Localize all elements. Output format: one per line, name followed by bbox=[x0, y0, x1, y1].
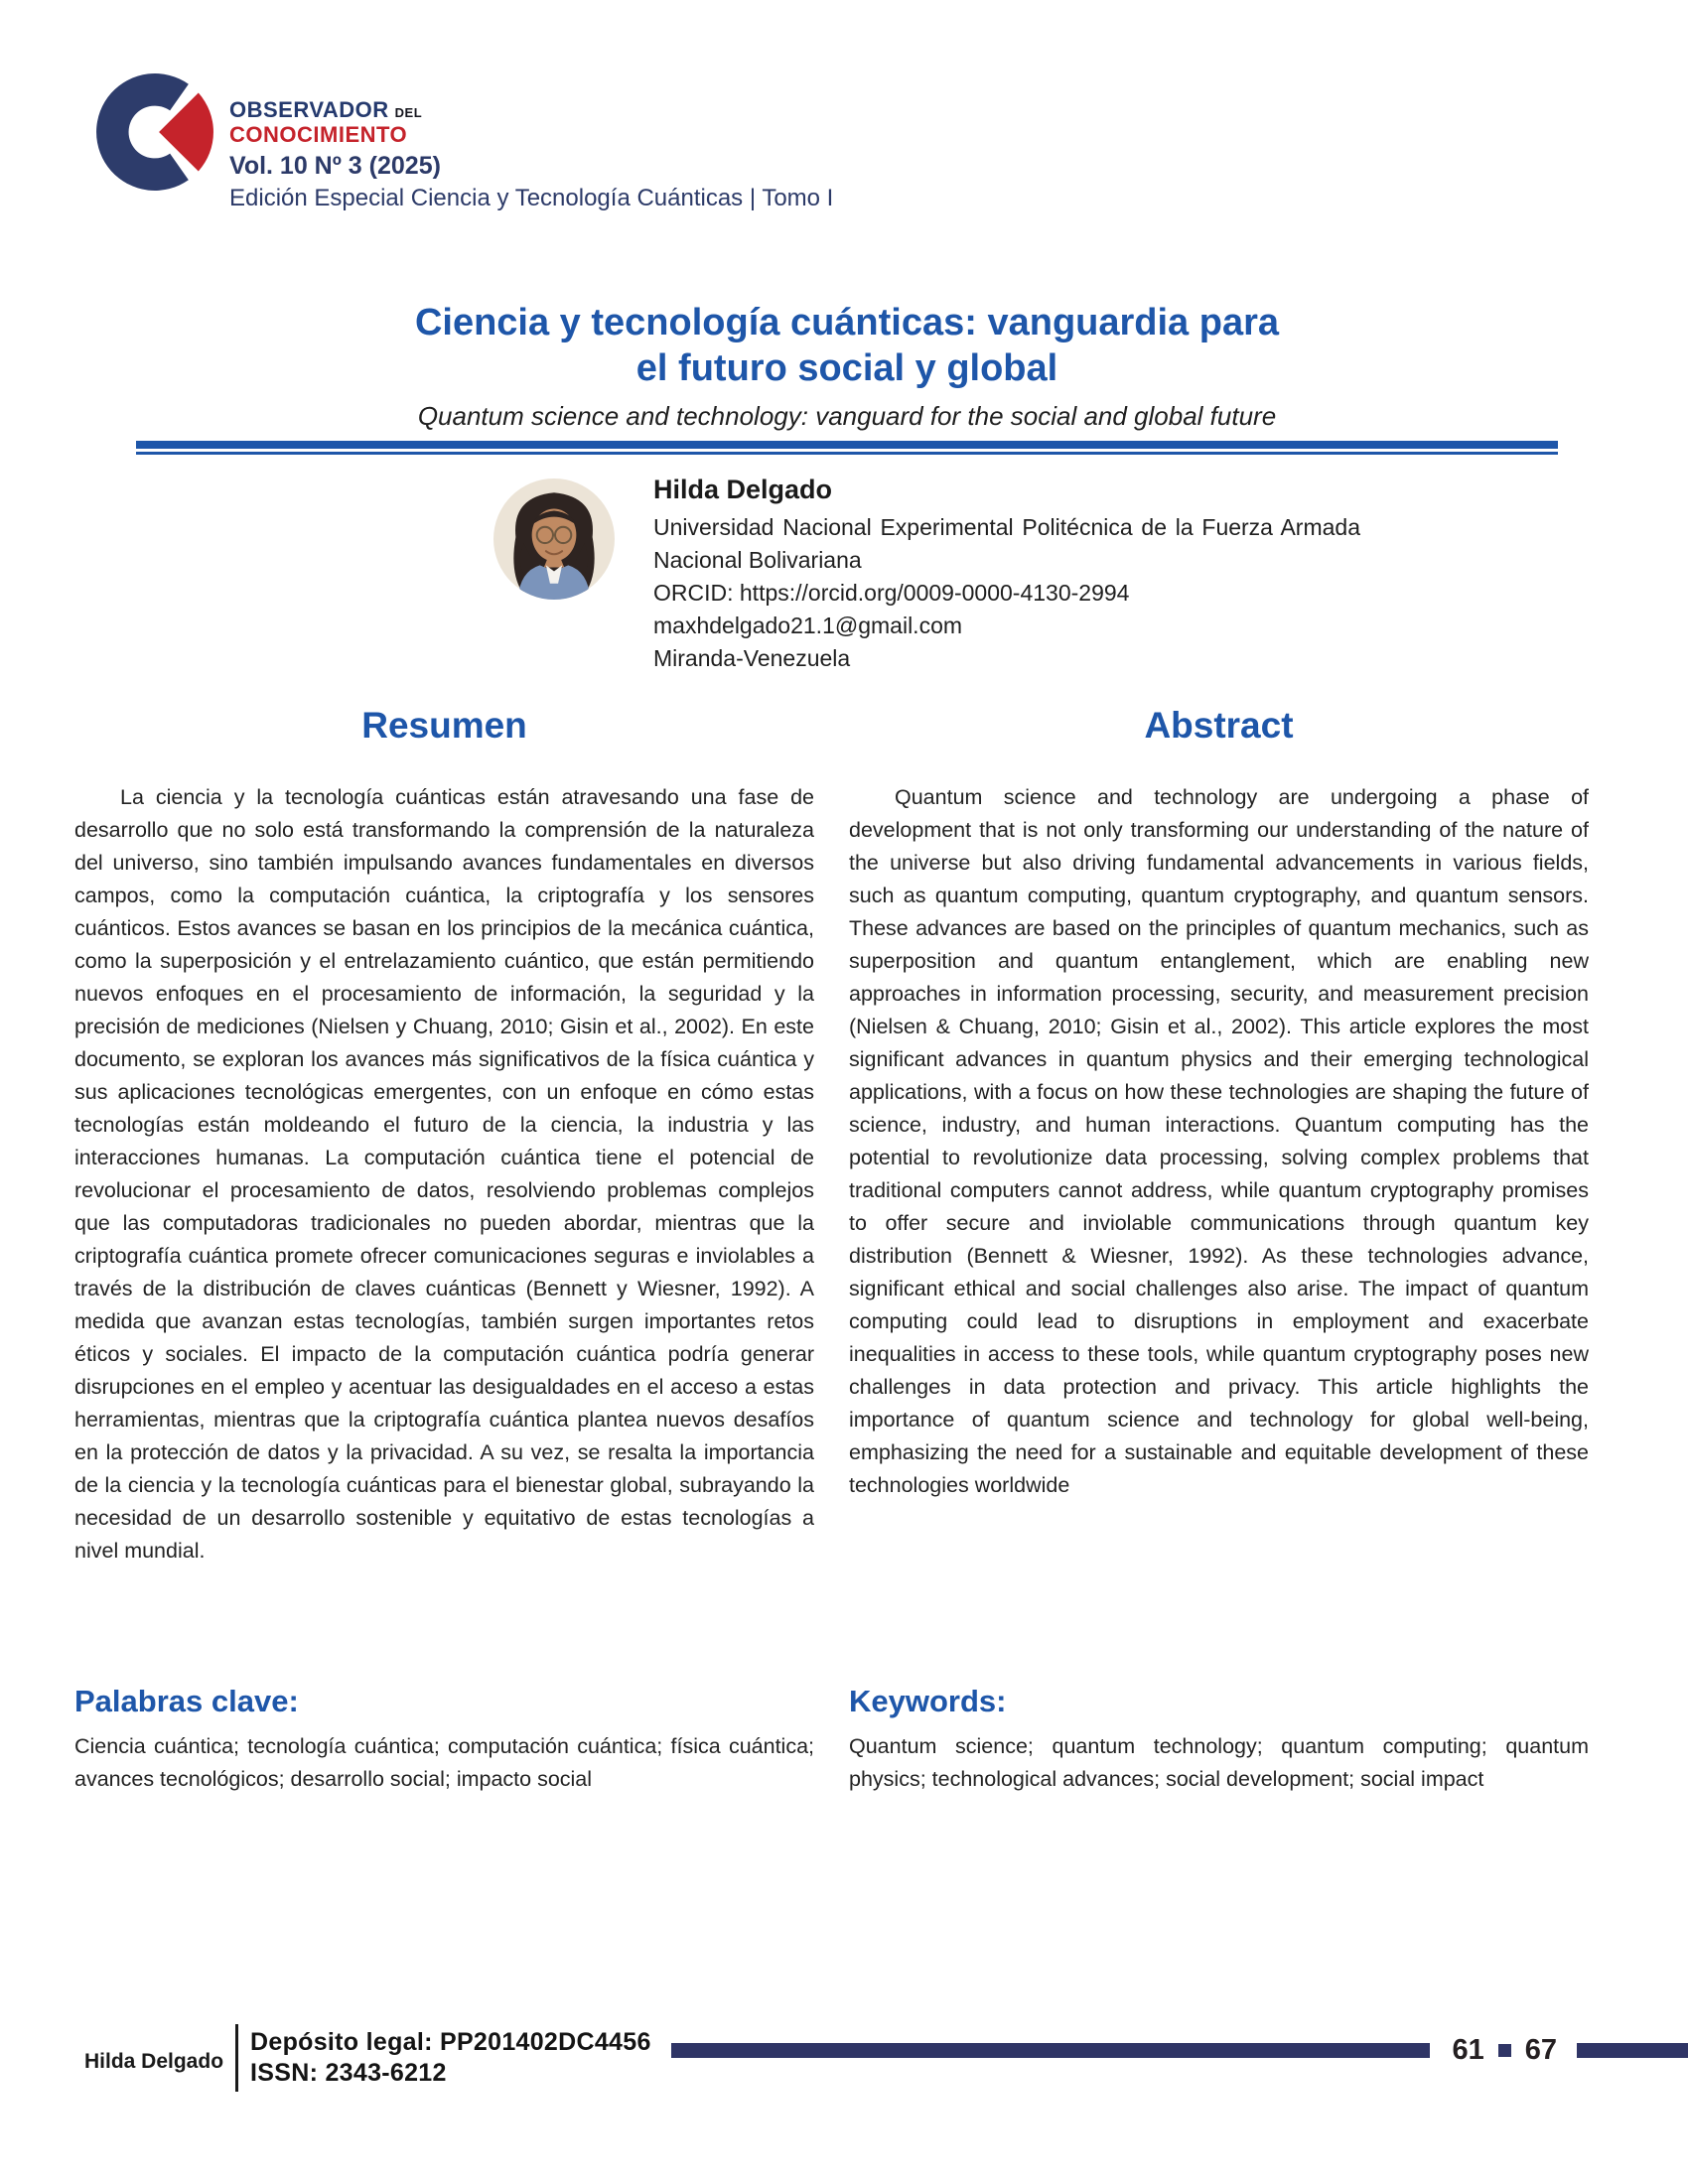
footer-bar-right bbox=[1577, 2043, 1688, 2058]
footer-deposito: Depósito legal: PP201402DC4456 bbox=[250, 2028, 651, 2056]
article-title-line2: el futuro social y global bbox=[635, 347, 1058, 389]
abstract-body: Quantum science and technology are undergoing a phase of development that is not only transforming our understanding of the nature of the universe but also driving fundamental advancements in various fields, such as quantum computing, quantum cryptography, and quantum sensors. These advances are based on the principles of quantum mechanics, such as superposition and quantum entanglement, which are enabling new approaches in information processing, security, and measurement precision (Nielsen & Chuang, 2010; Gisin et al., 2002). This article explores the most significant advances in quantum physics and their emerging technological applications, with a focus on how these technologies are shaping the future of science, industry, and human interactions. Quantum computing has the potential to revolutionize data processing, solving complex problems that traditional computers cannot address, while quantum cryptography promises to offer secure and inviolable communications through quantum key distribution (Bennett & Wiesner, 1992). As these technologies advance, significant ethical and social challenges also arise. The impact of quantum computing could lead to disruptions in employment and exacerbate inequalities in access to these tools, while quantum cryptography poses new challenges in data protection and privacy. This article highlights the importance of quantum science and technology for global well-being, emphasizing the need for a sustainable and equitable development of these technologies worldwide bbox=[849, 785, 1589, 1497]
journal-volume: Vol. 10 Nº 3 (2025) bbox=[229, 152, 441, 180]
abstract-section bbox=[849, 707, 1589, 1502]
author-block bbox=[653, 475, 1360, 675]
keywords-body: Quantum science; quantum technology; quantum computing; quantum physics; technological advances; social development; social impact bbox=[849, 1734, 1589, 1791]
author-email: maxhdelgado21.1@gmail.com bbox=[653, 613, 963, 638]
author-affiliation: Universidad Nacional Experimental Politécnica de la Fuerza Armada Nacional Bolivariana bbox=[653, 514, 1360, 573]
author-name: Hilda Delgado bbox=[653, 475, 833, 504]
journal-logo-icon bbox=[94, 71, 215, 193]
resumen-section bbox=[74, 707, 814, 1568]
journal-name-line1 bbox=[229, 99, 833, 121]
footer-page-end: 67 bbox=[1524, 2033, 1557, 2066]
footer-page-start: 61 bbox=[1452, 2033, 1484, 2066]
palabras-clave-section bbox=[74, 1686, 814, 1796]
article-subtitle: Quantum science and technology: vanguard for the social and global future bbox=[417, 401, 1277, 431]
title-divider-rule bbox=[136, 441, 1558, 455]
article-title-line1: Ciencia y tecnología cuánticas: vanguardia para bbox=[414, 302, 1280, 343]
journal-name-suffix: DEL bbox=[394, 105, 423, 120]
footer-bar-left bbox=[671, 2043, 1431, 2058]
masthead bbox=[94, 71, 833, 210]
keywords-heading: Keywords: bbox=[849, 1684, 1007, 1718]
resumen-heading: Resumen bbox=[361, 705, 527, 746]
footer-author: Hilda Delgado bbox=[84, 2050, 224, 2073]
journal-name-line2: CONOCIMIENTO bbox=[229, 122, 408, 147]
palabras-clave-heading: Palabras clave: bbox=[74, 1684, 299, 1718]
footer-issn: ISSN: 2343-6212 bbox=[250, 2059, 447, 2087]
rule-thick bbox=[136, 441, 1558, 449]
footer-divider bbox=[235, 2024, 238, 2092]
author-location: Miranda-Venezuela bbox=[653, 645, 851, 671]
author-orcid: ORCID: https://orcid.org/0009-0000-4130-2994 bbox=[653, 580, 1130, 606]
resumen-body: La ciencia y la tecnología cuánticas están atravesando una fase de desarrollo que no solo está transformando la comprensión de la naturaleza del universo, sino también impulsando avances fundamentales en diversos campos, como la computación cuántica, la criptografía y los sensores cuánticos. Estos avances se basan en los principios de la mecánica cuántica, como la superposición y el entrelazamiento cuántico, que están permitiendo nuevos enfoques en el procesamiento de información, la seguridad y la precisión de mediciones (Nielsen y Chuang, 2010; Gisin et al., 2002). En este documento, se exploran los avances más significativos de la física cuántica y sus aplicaciones tecnológicas emergentes, con un enfoque en cómo estas tecnologías están moldeando el futuro de la ciencia, la industria y las interacciones humanas. La computación cuántica tiene el potencial de revolucionar el procesamiento de datos, resolviendo problemas complejos que las computadoras tradicionales no pueden abordar, mientras que la criptografía cuántica promete ofrecer comunicaciones seguras e inviolables a través de la distribución de claves cuánticas (Bennett y Wiesner, 1992). A medida que avanzan estas tecnologías, también surgen importantes retos éticos y sociales. El impacto de la computación cuántica podría generar disrupciones en el empleo y acentuar las desigualdades en el acceso a estas herramientas, mientras que la criptografía cuántica plantea nuevos desafíos en la protección de datos y la privacidad. A su vez, se resalta la importancia de la ciencia y la tecnología cuánticas para el bienestar global, subrayando la necesidad de un desarrollo sostenible y equitativo de estas tecnologías a nivel mundial. bbox=[74, 785, 814, 1563]
palabras-clave-body: Ciencia cuántica; tecnología cuántica; computación cuántica; física cuántica; avances tecnológicos; desarrollo social; impacto social bbox=[74, 1734, 814, 1791]
journal-name: OBSERVADOR bbox=[229, 97, 389, 122]
keywords-section bbox=[849, 1686, 1589, 1796]
footer-page-separator bbox=[1498, 2044, 1511, 2057]
journal-edition: Edición Especial Ciencia y Tecnología Cuánticas | Tomo I bbox=[229, 185, 834, 211]
page-footer bbox=[0, 2007, 1688, 2093]
rule-thin bbox=[136, 452, 1558, 455]
abstract-heading: Abstract bbox=[1144, 705, 1294, 746]
article-title-block bbox=[136, 300, 1558, 432]
masthead-text bbox=[229, 99, 833, 210]
footer-legal-block bbox=[250, 2027, 651, 2089]
author-photo bbox=[493, 478, 615, 600]
